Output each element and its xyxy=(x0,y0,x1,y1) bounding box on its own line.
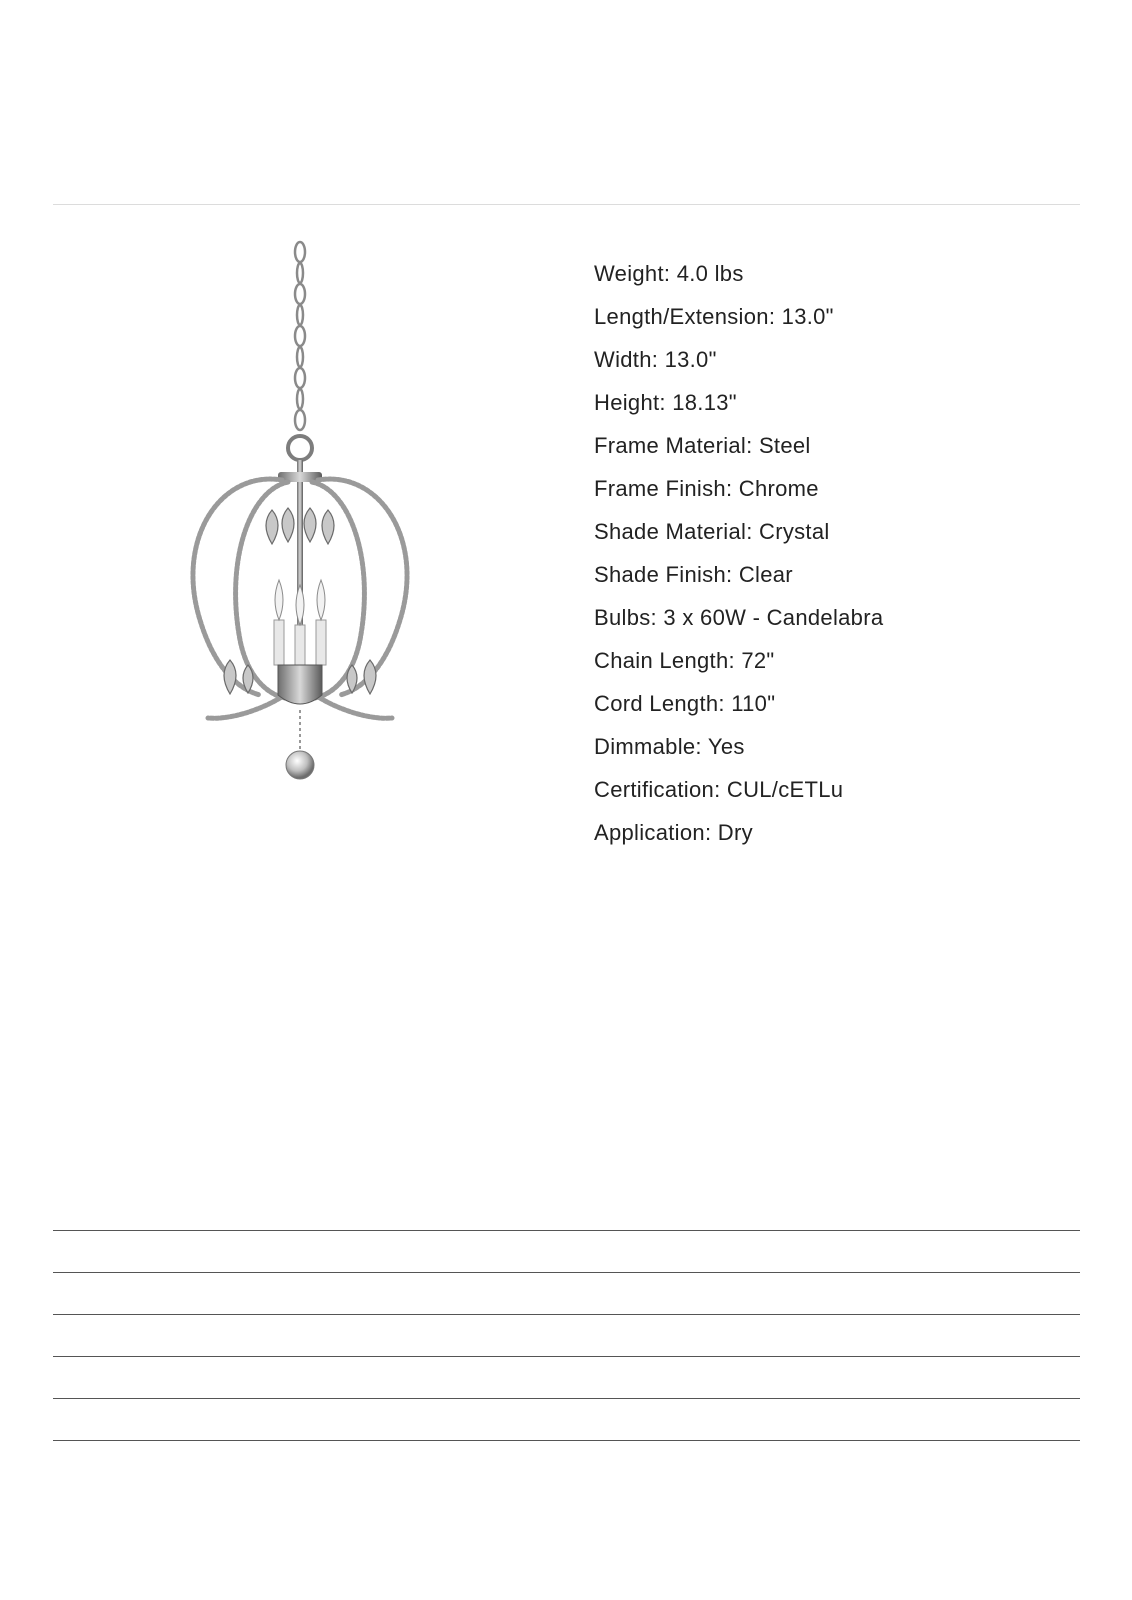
spec-width: Width: 13.0" xyxy=(594,347,717,372)
note-line xyxy=(53,1273,1080,1315)
notes-lines xyxy=(53,1230,1080,1441)
spec-shade-finish: Shade Finish: Clear xyxy=(594,562,793,587)
spec-bulbs: Bulbs: 3 x 60W - Candelabra xyxy=(594,605,884,630)
spec-list xyxy=(594,252,883,854)
spec-frame-material: Frame Material: Steel xyxy=(594,433,811,458)
spec-chain-length: Chain Length: 72" xyxy=(594,648,775,673)
product-image xyxy=(180,240,420,810)
note-line xyxy=(53,1357,1080,1399)
spec-height: Height: 18.13" xyxy=(594,390,737,415)
spec-length-extension: Length/Extension: 13.0" xyxy=(594,304,834,329)
note-line xyxy=(53,1231,1080,1273)
pendant-chandelier-icon xyxy=(180,240,420,810)
note-line xyxy=(53,1399,1080,1441)
spec-dimmable: Dimmable: Yes xyxy=(594,734,745,759)
spec-weight: Weight: 4.0 lbs xyxy=(594,261,744,286)
spec-shade-material: Shade Material: Crystal xyxy=(594,519,830,544)
spec-certification: Certification: CUL/cETLu xyxy=(594,777,844,802)
header-divider xyxy=(53,204,1080,205)
spec-frame-finish: Frame Finish: Chrome xyxy=(594,476,819,501)
spec-application: Application: Dry xyxy=(594,820,753,845)
spec-cord-length: Cord Length: 110" xyxy=(594,691,776,716)
note-line xyxy=(53,1315,1080,1357)
